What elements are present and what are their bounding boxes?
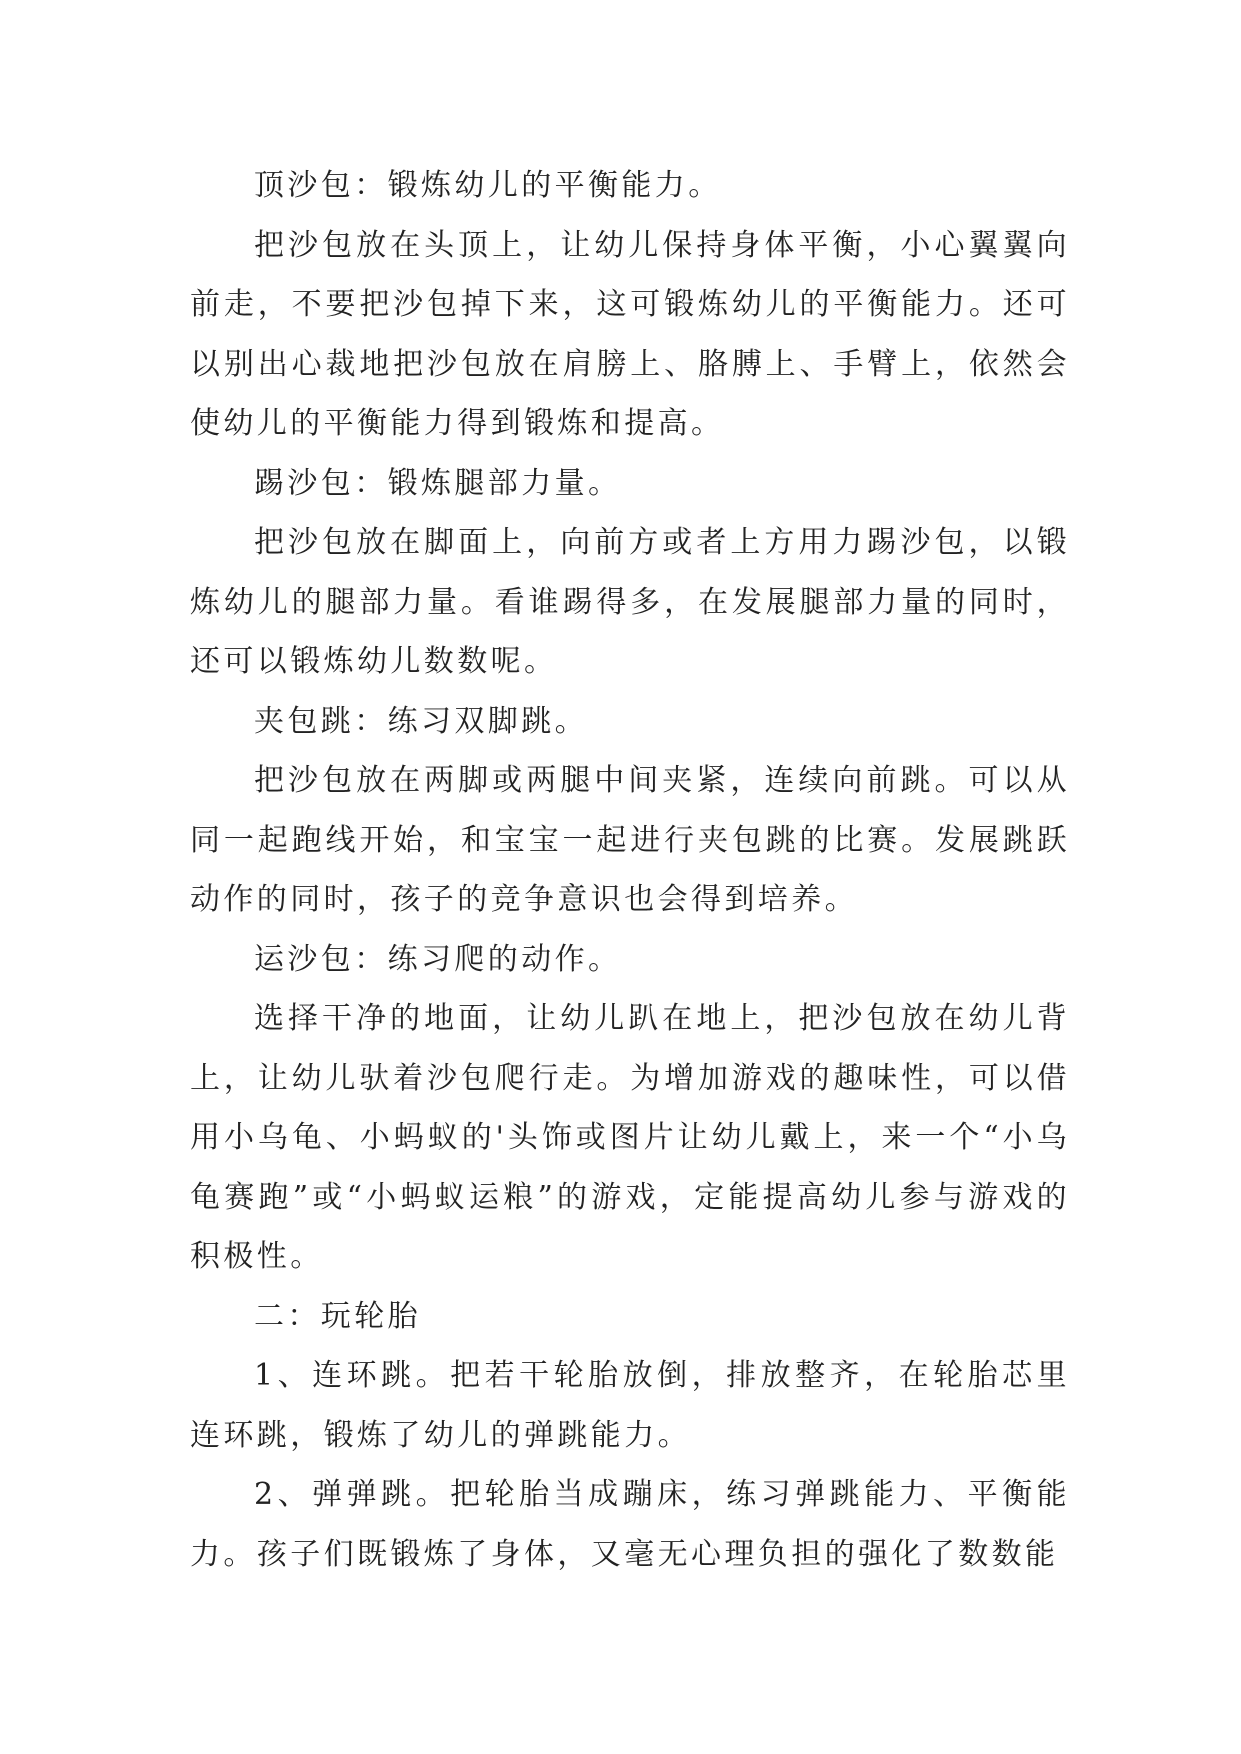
document-body xyxy=(190,156,1070,1584)
paragraph-jiabao-tiao-text: 把沙包放在两脚或两腿中间夹紧，连续向前跳。可以从同一起跑线开始，和宝宝一起进行夹包跳的比赛。发展跳跃动作的同时，孩子的竞争意识也会得到培养。 xyxy=(190,763,1070,917)
paragraph-tantan-tiao: 2、弹弹跳。把轮胎当成蹦床，练习弹跳能力、平衡能力。孩子们既锻炼了身体，又毫无心理负担的强化了数数能 xyxy=(190,1477,1070,1572)
paragraph-yun-shabao-text: 选择干净的地面，让幼儿趴在地上，把沙包放在幼儿背上，让幼儿驮着沙包爬行走。为增加游戏的趣味性，可以借用小乌龟、小蚂蚁的'头饰或图片让幼儿戴上，来一个“小乌龟赛跑”或“小蚂蚁运粮”的游戏，定能提高幼儿参与游戏的积极性。 xyxy=(190,1001,1070,1274)
paragraph-heading-ti-shabao: 踢沙包：锻炼腿部力量。 xyxy=(254,465,622,501)
paragraph-ding-shabao-text: 把沙包放在头顶上，让幼儿保持身体平衡，小心翼翼向前走，不要把沙包掉下来，这可锻炼幼儿的平衡能力。还可以别出心裁地把沙包放在肩膀上、胳膊上、手臂上，依然会使幼儿的平衡能力得到锻炼和提高。 xyxy=(190,227,1070,441)
paragraph-heading-ding-shabao: 顶沙包：锻炼幼儿的平衡能力。 xyxy=(254,168,722,203)
section-heading-tires: 二：玩轮胎 xyxy=(254,1298,421,1334)
paragraph-heading-jiabao-tiao: 夹包跳：练习双脚跳。 xyxy=(254,703,588,739)
paragraph-ti-shabao-text: 把沙包放在脚面上，向前方或者上方用力踢沙包，以锻炼幼儿的腿部力量。看谁踢得多，在发展腿部力量的同时，还可以锻炼幼儿数数呢。 xyxy=(190,525,1070,679)
paragraph-lianhuan-tiao: 1、连环跳。把若干轮胎放倒，排放整齐，在轮胎芯里连环跳，锻炼了幼儿的弹跳能力。 xyxy=(190,1358,1070,1453)
paragraph-heading-yun-shabao: 运沙包：练习爬的动作。 xyxy=(254,941,622,977)
